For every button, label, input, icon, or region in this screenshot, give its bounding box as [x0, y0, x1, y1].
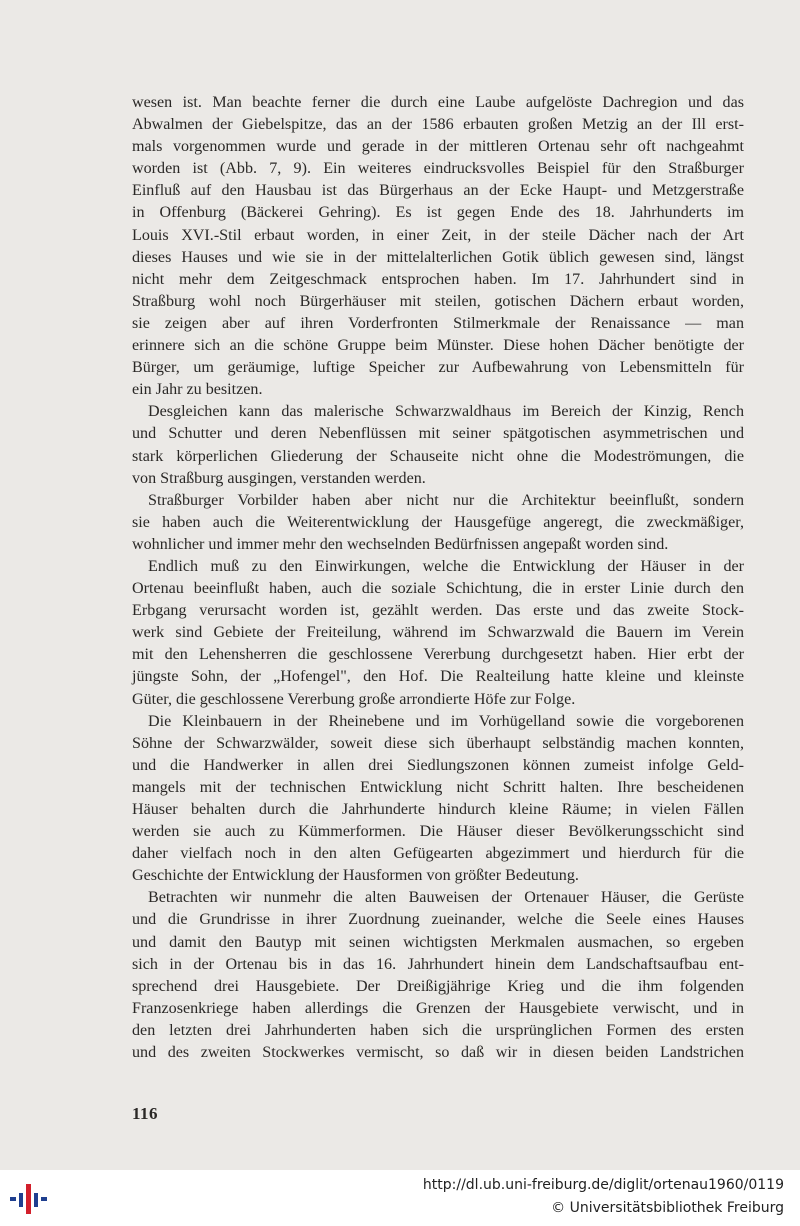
- copyright-notice: © Universitätsbibliothek Freiburg: [551, 1200, 784, 1216]
- text-line: sie haben auch die Weiterentwicklung der Hausgefüge angeregt, die zweckmäßiger,: [132, 513, 744, 531]
- text-line: und damit den Bautyp mit seinen wichtigsten Merkmalen ausmachen, so ergeben: [132, 933, 744, 951]
- text-line: Louis XVI.-Stil erbaut worden, in einer Zeit, in der steile Dächer nach der Art: [132, 226, 744, 244]
- text-line: wohnlicher und immer mehr den wechselnden Bedürfnissen angepaßt worden sind.: [132, 535, 669, 553]
- text-line: Die Kleinbauern in der Rheinebene und im Vorhügelland sowie die vorgeborenen: [148, 712, 744, 730]
- text-line: und Schutter und deren Nebenflüssen mit seiner spätgotischen asymmetrischen und: [132, 425, 744, 443]
- text-line: Desgleichen kann das malerische Schwarzwaldhaus im Bereich der Kinzig, Rench: [148, 403, 744, 421]
- text-line: nicht mehr dem Zeitgeschmack entsprochen haben. Im 17. Jahrhundert sind in: [132, 270, 744, 288]
- text-line: Güter, die geschlossene Vererbung große arrondierte Höfe zur Folge.: [132, 690, 576, 708]
- paragraph: [132, 887, 744, 1064]
- text-line: werden sie auch zu Kümmerformen. Die Häuser dieser Bevölkerungsschicht sind: [132, 823, 744, 841]
- body-text: [132, 92, 744, 1064]
- viewer-footer: [0, 1170, 800, 1226]
- text-line: dieses Hauses und wie sie in der mittelalterlichen Gotik üblich gewesen sind, längst: [132, 248, 744, 266]
- text-line: sich in der Ortenau bis in das 16. Jahrhundert hinein dem Landschaftsaufbau ent-: [132, 955, 744, 973]
- text-line: Betrachten wir nunmehr die alten Bauweisen der Ortenauer Häuser, die Gerüste: [148, 889, 744, 907]
- paragraph: [132, 490, 744, 556]
- text-line: und die Handwerker in allen drei Siedlungszonen können zumeist infolge Geld-: [132, 756, 744, 774]
- text-line: wesen ist. Man beachte ferner die durch eine Laube aufgelöste Dachregion und das: [132, 94, 744, 111]
- text-line: stark körperlichen Gliederung der Schauseite nicht ohne die Modeströmungen, die: [132, 447, 744, 465]
- text-line: Häuser behalten durch die Jahrhunderte hindurch kleine Räume; in vielen Fällen: [132, 801, 744, 818]
- source-url[interactable]: http://dl.ub.uni-freiburg.de/diglit/ortenau1960/0119: [422, 1177, 784, 1193]
- text-line: Geschichte der Entwicklung der Hausformen von größter Bedeutung.: [132, 867, 579, 885]
- text-line: Straßburger Vorbilder haben aber nicht nur die Architektur beeinflußt, sondern: [148, 491, 744, 509]
- text-line: Einfluß auf den Hausbau ist das Bürgerhaus an der Ecke Haupt- und Metzgerstraße: [132, 182, 744, 200]
- text-line: Ortenau beeinflußt haben, auch die soziale Schichtung, die in erster Linie durch den: [132, 580, 744, 598]
- text-line: von Straßburg ausgingen, verstanden werden.: [132, 469, 426, 487]
- text-line: Bürger, um geräumige, luftige Speicher zur Aufbewahrung von Lebensmitteln für: [132, 359, 744, 377]
- text-line: sie zeigen aber auf ihren Vorderfronten Stilmerkmale der Renaissance — man: [132, 314, 744, 332]
- text-line: den letzten drei Jahrhunderten haben sich die ursprünglichen Formen des ersten: [132, 1021, 744, 1039]
- text-line: mals vorgenommen wurde und gerade in der mittleren Ortenau sehr oft nachgeahmt: [132, 138, 744, 156]
- text-line: Erbgang verursacht worden ist, gezählt werden. Das erste und das zweite Stock-: [132, 602, 744, 620]
- text-line: erinnere sich an die schöne Gruppe beim Münster. Diese hohen Dächer benötigte der: [132, 337, 744, 355]
- text-line: Franzosenkriege haben allerdings die Grenzen der Hausgebiete verwischt, und in: [132, 999, 744, 1017]
- page-number: 116: [132, 1104, 159, 1123]
- text-line: daher vielfach noch in den alten Gefügearten abgezimmert und hierdurch für die: [132, 845, 744, 863]
- text-line: werk sind Gebiete der Freiteilung, während im Schwarzwald die Bauern im Verein: [132, 624, 744, 642]
- paragraph: [132, 92, 744, 401]
- text-line: Abwalmen der Giebelspitze, das an der 1586 erbauten großen Metzig an der Ill erst-: [132, 116, 744, 134]
- paragraph: [132, 711, 744, 888]
- text-line: und des zweiten Stockwerkes vermischt, so daß wir in diesen beiden Landstrichen: [132, 1044, 744, 1062]
- text-line: Endlich muß zu den Einwirkungen, welche die Entwicklung der Häuser in der: [148, 557, 744, 575]
- text-line: mangels mit der technischen Entwicklung nicht Schritt halten. Ihre bescheidenen: [132, 778, 744, 796]
- text-line: worden ist (Abb. 7, 9). Ein weiteres eindrucksvolles Beispiel für den Straßburger: [132, 160, 744, 178]
- text-line: Söhne der Schwarzwälder, soweit diese sich überhaupt selbständig machen konnten,: [132, 734, 744, 752]
- text-line: sprechend drei Hausgebiete. Der Dreißigjährige Krieg und die ihm folgenden: [132, 977, 744, 995]
- text-line: in Offenburg (Bäckerei Gehring). Es ist gegen Ende des 18. Jahrhunderts im: [132, 204, 744, 222]
- paragraph: [132, 556, 744, 711]
- text-line: mit den Lehensherren die geschlossene Vererbung durchgesetzt haben. Hier erbt der: [132, 646, 744, 664]
- paragraph: [132, 401, 744, 489]
- text-line: jüngste Sohn, der „Hofengel", den Hof. Die Realteilung hatte kleine und kleinste: [132, 668, 744, 686]
- text-line: und die Grundrisse in ihrer Zuordnung zueinander, welche die Seele eines Hauses: [132, 911, 744, 929]
- ub-freiburg-logo-icon: [10, 1180, 50, 1220]
- text-line: ein Jahr zu besitzen.: [132, 381, 263, 399]
- text-line: Straßburg wohl noch Bürgerhäuser mit steilen, gotischen Dächern erbaut worden,: [132, 292, 744, 310]
